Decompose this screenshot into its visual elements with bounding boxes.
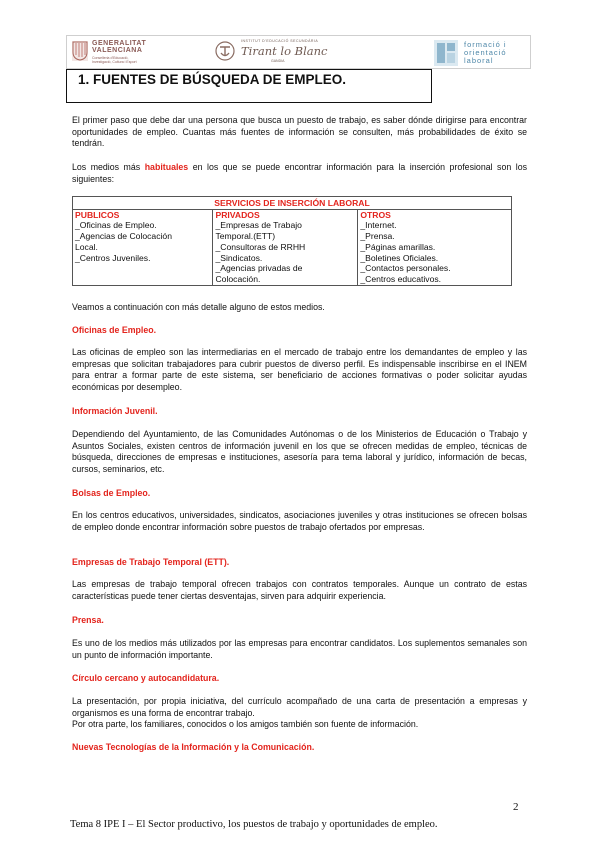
highlight-word: habituales (144, 162, 189, 172)
page-number: 2 (513, 801, 519, 813)
header-publicos: PUBLICOS (73, 209, 213, 220)
list-item: _Empresas de Trabajo (215, 220, 302, 231)
school-emblem-icon (215, 41, 235, 61)
list-item: _Consultoras de RRHH (215, 241, 306, 252)
services-table (72, 196, 512, 286)
paragraph-oficinas: Las oficinas de empleo son las intermediarias en el mercado de trabajo entre los demandantes de empleo y las empresas que solicitan trabajadores para cubrir puestos de diverso perfil. Es indispensable inscribirse en el INEM para entrar a formar parte de este sistema, ser beneficiario de acciones formativas o poder solicitar ayudas económicas por desempleo. (72, 347, 527, 392)
generalitat-logo (72, 40, 190, 64)
cell-otros (358, 220, 512, 285)
page-footer: Tema 8 IPE I – El Sector productivo, los puestos de trabajo y oportunidades de empleo. (70, 819, 438, 830)
list-item: Colocación. (215, 273, 261, 284)
paragraph-ett: Las empresas de trabajo temporal ofrecen trabajos con contratos temporales. Aunque un contrato de estas características puede tener ciertas desventajas, sirven para adquirir experiencia. (72, 579, 527, 601)
list-item: Local. (75, 241, 98, 252)
heading-ett: Empresas de Trabajo Temporal (ETT). (72, 557, 230, 567)
list-item: _Contactos personales. (360, 263, 451, 274)
cell-privados (213, 220, 358, 285)
table-caption: SERVICIOS DE INSERCIÓN LABORAL (73, 197, 512, 210)
fol-logo (434, 40, 529, 66)
list-item: _Agencias privadas de (215, 263, 303, 274)
veamos-paragraph: Veamos a continuación con más detalle alguno de estos medios. (72, 302, 325, 312)
paragraph-circulo-2: Por otra parte, los familiares, conocidos o los amigos también son fuente de información. (72, 719, 419, 729)
header-otros: OTROS (358, 209, 512, 220)
list-item: _Páginas amarillas. (360, 241, 436, 252)
heading-nuevas: Nuevas Tecnologías de la Información y la Comunicación. (72, 742, 315, 752)
intro-paragraph: El primer paso que debe dar una persona que busca un puesto de trabajo, es saber dónde dirigirse para encontrar oportunidades de empleo. Cuantas más fuentes de información se consulten, más probabilidades de éxito se tendrán. (72, 115, 527, 149)
list-item: Temporal.(ETT) (215, 231, 276, 242)
list-item: _Sindicatos. (215, 252, 263, 263)
school-city: GANDIA (271, 59, 285, 63)
heading-circulo: Círculo cercano y autocandidatura. (72, 673, 220, 683)
paragraph-bolsas: En los centros educativos, universidades, sindicatos, asociaciones juveniles y otras instituciones se ofrecen bolsas de empleo donde encontrar información sobre puestos de trabajo ofertados por empresas. (72, 510, 527, 532)
school-name: Tirant lo Blanc (241, 44, 328, 58)
generalitat-name: GENERALITAT VALENCIANA (92, 40, 147, 54)
heading-juvenil: Información Juvenil. (72, 406, 158, 416)
page-title: 1. FUENTES DE BÚSQUEDA DE EMPLEO. (78, 72, 347, 87)
generalitat-conselleria: Conselleria d'Educació, Investigació, Cultura i Esport (92, 56, 137, 64)
generalitat-shield-icon (72, 41, 88, 61)
list-item: _Boletines Oficiales. (360, 252, 439, 263)
school-type: INSTITUT D'EDUCACIÓ SECUNDÀRIA (241, 39, 319, 43)
list-item: _Prensa. (360, 231, 395, 242)
school-logo (215, 39, 355, 65)
paragraph-juvenil: Dependiendo del Ayuntamiento, de las Comunidades Autónomas o de los Ministerios de Educación o Trabajo y Asuntos Sociales, existen centros de información juvenil en los que se ofrecen medidas de empleo, técnicas de búsqueda, direcciones de empresas e instituciones, asesoría para tema laboral y jurídico, información de becas, cursos, seminarios, etc. (72, 429, 527, 474)
list-item: _Centros educativos. (360, 273, 442, 284)
list-item: _Agencias de Colocación (75, 231, 172, 242)
paragraph-circulo-1: La presentación, por propia iniciativa, del currículo acompañado de una carta de presentación a empresas y organismos es una forma de encontrar trabajo. (72, 696, 527, 718)
heading-oficinas: Oficinas de Empleo. (72, 325, 157, 335)
heading-bolsas: Bolsas de Empleo. (72, 488, 151, 498)
medios-paragraph: Los medios más habituales en los que se puede encontrar información para la inserción profesional son los siguientes: (72, 162, 527, 184)
list-item: _Centros Juveniles. (75, 252, 151, 263)
paragraph-prensa: Es uno de los medios más utilizados por las empresas para encontrar candidatos. Los suplementos semanales son un punto de información importante. (72, 638, 527, 660)
cell-publicos (73, 220, 213, 285)
heading-prensa: Prensa. (72, 615, 104, 625)
fol-text: formació i orientació laboral (464, 40, 507, 65)
list-item: _Internet. (360, 220, 397, 231)
fol-emblem-icon (434, 40, 458, 66)
header-privados: PRIVADOS (213, 209, 358, 220)
list-item: _Oficinas de Empleo. (75, 220, 157, 231)
